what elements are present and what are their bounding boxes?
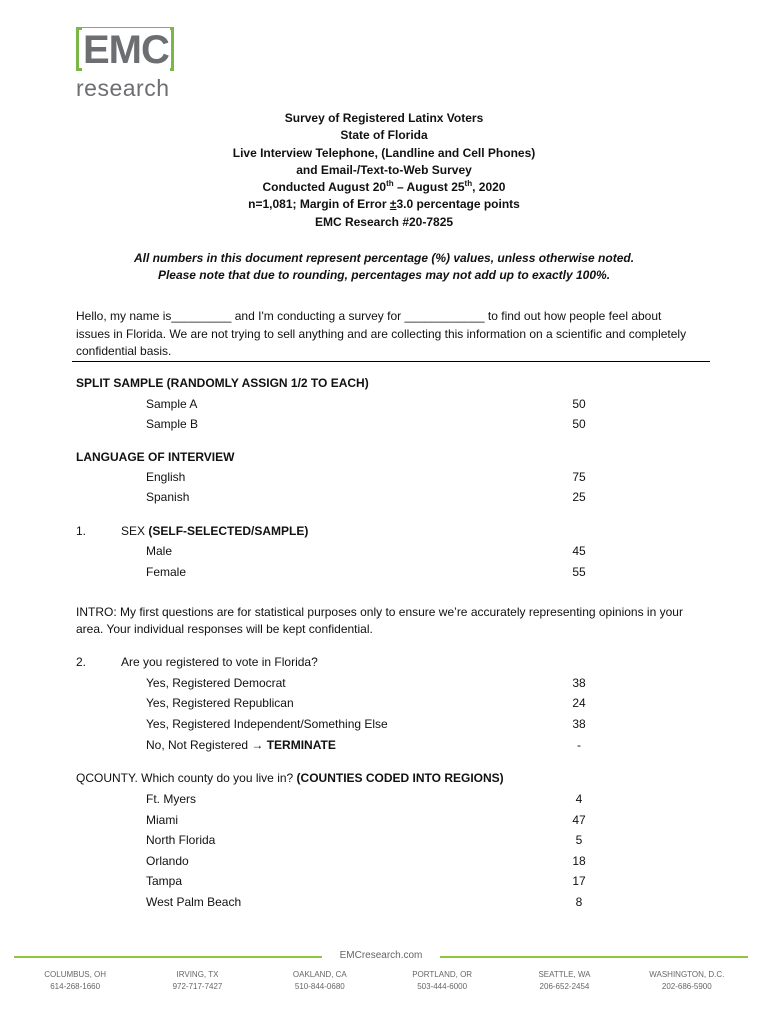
language-heading: LANGUAGE OF INTERVIEW xyxy=(76,450,235,464)
office-seattle: SEATTLE, WA 206-652-2454 xyxy=(538,970,591,991)
response-row: Orlando 18 xyxy=(146,854,586,868)
header-title: Survey of Registered Latinx Voters xyxy=(284,111,484,125)
emc-research-logo xyxy=(76,27,180,101)
response-row: West Palm Beach 8 xyxy=(146,895,583,909)
logo-subtitle: research xyxy=(76,75,170,101)
response-row: No, Not Registered → TERMINATE - xyxy=(146,738,581,752)
office-portland: PORTLAND, OR 503-444-6000 xyxy=(412,970,473,991)
response-row: North Florida 5 xyxy=(146,833,583,847)
header-margin: n=1,081; Margin of Error ±3.0 percentage points xyxy=(248,197,520,212)
intro-statement: INTRO: My first questions are for statistical purposes only to ensure we’re accurately representing opinions in your area. Your individual responses will be kept confidential. xyxy=(76,605,683,636)
office-oakland: OAKLAND, CA 510-844-0680 xyxy=(292,970,347,991)
response-row: English 75 xyxy=(146,470,586,484)
response-row: Yes, Registered Republican 24 xyxy=(146,696,586,710)
response-row: Tampa 17 xyxy=(146,874,586,888)
response-row: Ft. Myers 4 xyxy=(146,792,583,806)
footer-offices xyxy=(14,969,748,993)
footer-website-link[interactable]: EMCresearch.com xyxy=(322,949,440,963)
response-row: Sample A 50 xyxy=(146,397,586,411)
office-washington: WASHINGTON, D.C. 202-686-5900 xyxy=(649,970,725,991)
split-sample-heading: SPLIT SAMPLE (RANDOMLY ASSIGN 1/2 TO EACH) xyxy=(76,376,369,390)
section-divider xyxy=(72,361,710,362)
logo-mark: EMC xyxy=(83,28,169,72)
office-irving: IRVING, TX 972-717-7427 xyxy=(172,970,223,991)
header-method-2: and Email-/Text-to-Web Survey xyxy=(296,162,472,177)
question-county: QCOUNTY. Which county do you live in? (COUNTIES CODED INTO REGIONS) xyxy=(76,771,504,785)
office-columbus: COLUMBUS, OH 614-268-1660 xyxy=(44,970,107,991)
response-row: Female 55 xyxy=(146,565,586,579)
header-project-number: EMC Research #20-7825 xyxy=(314,214,454,229)
question-2: 2. Are you registered to vote in Florida? xyxy=(76,655,318,669)
percentage-note: All numbers in this document represent percentage (%) values, unless otherwise noted. Please note that due to rounding, percentages may not add up to exactly 100%. xyxy=(133,251,635,282)
document-header xyxy=(0,110,768,231)
response-row: Sample B 50 xyxy=(146,417,586,431)
response-row: Spanish 25 xyxy=(146,490,586,504)
response-row: Male 45 xyxy=(146,544,586,558)
response-row: Miami 47 xyxy=(146,813,586,827)
response-row: Yes, Registered Democrat 38 xyxy=(146,676,586,690)
header-dates: Conducted August 20th – August 25th, 2020 xyxy=(262,179,506,195)
response-row: Yes, Registered Independent/Something Else 38 xyxy=(146,717,586,731)
header-method: Live Interview Telephone, (Landline and Cell Phones) xyxy=(232,145,536,160)
header-state: State of Florida xyxy=(340,128,428,143)
question-1: 1. SEX (SELF-SELECTED/SAMPLE) xyxy=(76,524,309,538)
interviewer-intro: Hello, my name is_________ and I'm conducting a survey for ____________ to find out how people feel about issues in Florida. We are not trying to sell anything and are collecting this information on a scientific and completely confidential basis. xyxy=(76,309,687,358)
